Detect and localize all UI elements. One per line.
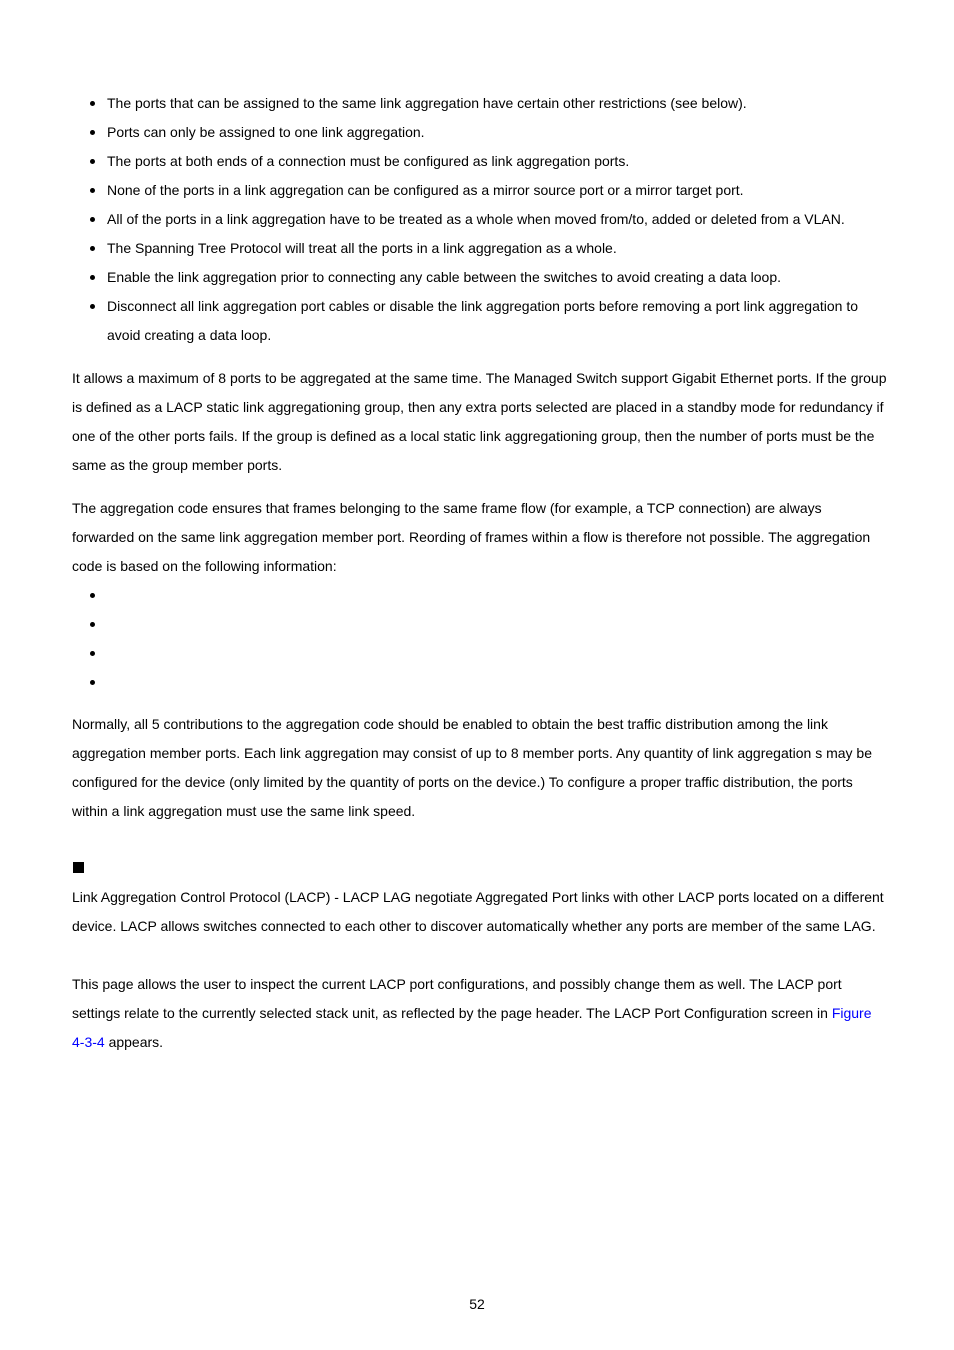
lacp-page-text: This page allows the user to inspect the current LACP port configurations, and possibly change them as well. The LACP port settings relate to the currently selected stack unit, as reflected by the page header. The LACP Port Configuration screen in [72, 976, 842, 1021]
list-item [72, 639, 892, 668]
lacp-page-paragraph [72, 970, 887, 1057]
list-item: The Spanning Tree Protocol will treat all the ports in a link aggregation as a whole. [72, 234, 892, 263]
lacp-intro-paragraph: Link Aggregation Control Protocol (LACP) - LACP LAG negotiate Aggregated Port links with other LACP ports located on a different device. LACP allows switches connected to each other to discover automatically whether any ports are member of the same LAG. [72, 889, 884, 934]
list-item [72, 581, 892, 610]
list-item [72, 668, 892, 697]
list-item: The ports that can be assigned to the same link aggregation have certain other restrictions (see below). [72, 89, 892, 118]
max-ports-paragraph: It allows a maximum of 8 ports to be aggregated at the same time. The Managed Switch support Gigabit Ethernet ports. If the group is defined as a LACP static link aggregationing group, then any extra ports selected are placed in a standby mode for redundancy if one of the other ports fails. If the group is defined as a local static link aggregationing group, then the number of ports must be the same as the group member ports. [72, 370, 887, 473]
list-item: Disconnect all link aggregation port cables or disable the link aggregation ports before removing a port link aggregation to avoid creating a data loop. [72, 292, 892, 350]
list-item [72, 610, 892, 639]
square-bullet-icon [73, 862, 84, 873]
restrictions-list [72, 89, 892, 350]
aggregation-info-list [72, 581, 892, 697]
lacp-page-text-end: appears. [104, 1034, 164, 1050]
aggregation-code-paragraph: The aggregation code ensures that frames belonging to the same frame flow (for example, a TCP connection) are always forwarded on the same link aggregation member port. Reording of frames within a flow is therefore not possible. The aggregation code is based on the following information: [72, 500, 871, 574]
list-item: Ports can only be assigned to one link aggregation. [72, 118, 892, 147]
list-item: Enable the link aggregation prior to connecting any cable between the switches to avoid creating a data loop. [72, 263, 892, 292]
list-item: None of the ports in a link aggregation can be configured as a mirror source port or a mirror target port. [72, 176, 892, 205]
traffic-distribution-paragraph: Normally, all 5 contributions to the aggregation code should be enabled to obtain the best traffic distribution among the link aggregation member ports. Each link aggregation may consist of up to 8 member ports. Any quantity of link aggregation s may be configured for the device (only limited by the quantity of ports on the device.) To configure a proper traffic distribution, the ports within a link aggregation must use the same link speed. [72, 716, 872, 819]
figure-link[interactable]: Figure 4-3-4 [72, 1005, 872, 1050]
list-item: The ports at both ends of a connection must be configured as link aggregation ports. [72, 147, 892, 176]
list-item: All of the ports in a link aggregation have to be treated as a whole when moved from/to, added or deleted from a VLAN. [72, 205, 892, 234]
page-number: 52 [469, 1296, 485, 1312]
